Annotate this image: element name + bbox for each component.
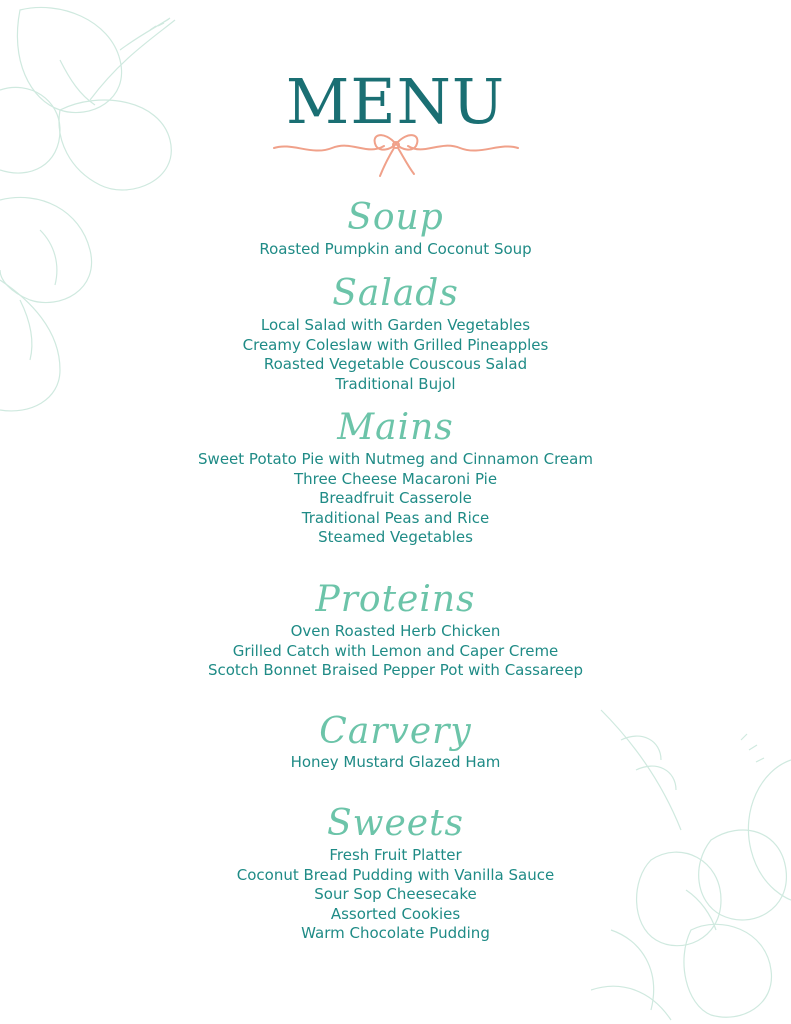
- menu-item: Steamed Vegetables: [318, 528, 473, 546]
- menu-item: Creamy Coleslaw with Grilled Pineapples: [242, 335, 549, 354]
- menu-item: Warm Chocolate Pudding: [301, 924, 490, 942]
- section-heading-sweets: Sweets: [326, 803, 465, 844]
- section-heading-proteins: Proteins: [315, 579, 476, 620]
- carvery-item-list: [0, 753, 791, 773]
- menu-item: Sour Sop Cheesecake: [314, 885, 477, 903]
- menu-item: Local Salad with Garden Vegetables: [260, 316, 531, 334]
- menu-item: Sweet Potato Pie with Nutmeg and Cinnamon Cream: [198, 450, 593, 468]
- menu-item: Traditional Bujol: [335, 374, 456, 393]
- menu-item: Oven Roasted Herb Chicken: [290, 622, 501, 640]
- section-heading-carvery: Carvery: [319, 711, 472, 752]
- menu-item: Traditional Peas and Rice: [301, 508, 490, 527]
- menu-item: Roasted Pumpkin and Coconut Soup: [259, 240, 532, 258]
- menu-item: Scotch Bonnet Braised Pepper Pot with Cassareep: [207, 661, 584, 679]
- section-heading-salads: Salads: [332, 273, 459, 314]
- menu-item: Grilled Catch with Lemon and Caper Creme: [232, 641, 559, 660]
- menu-title: MENU: [285, 65, 506, 138]
- soup-item-list: [0, 240, 791, 260]
- menu-item: Breadfruit Casserole: [319, 489, 472, 507]
- proteins-item-list: [0, 622, 791, 681]
- menu-item: Roasted Vegetable Couscous Salad: [263, 355, 528, 373]
- menu-item: Fresh Fruit Platter: [329, 846, 462, 864]
- mains-item-list: [0, 450, 791, 548]
- menu-item: Coconut Bread Pudding with Vanilla Sauce: [236, 865, 555, 884]
- ribbon-bow-decoration: [272, 126, 520, 182]
- menu-item: Assorted Cookies: [330, 904, 461, 923]
- menu-item: Honey Mustard Glazed Ham: [290, 753, 501, 771]
- salads-item-list: [0, 316, 791, 394]
- sweets-item-list: [0, 846, 791, 944]
- section-heading-mains: Mains: [337, 407, 454, 448]
- section-heading-soup: Soup: [347, 197, 444, 238]
- menu-item: Three Cheese Macaroni Pie: [293, 469, 498, 488]
